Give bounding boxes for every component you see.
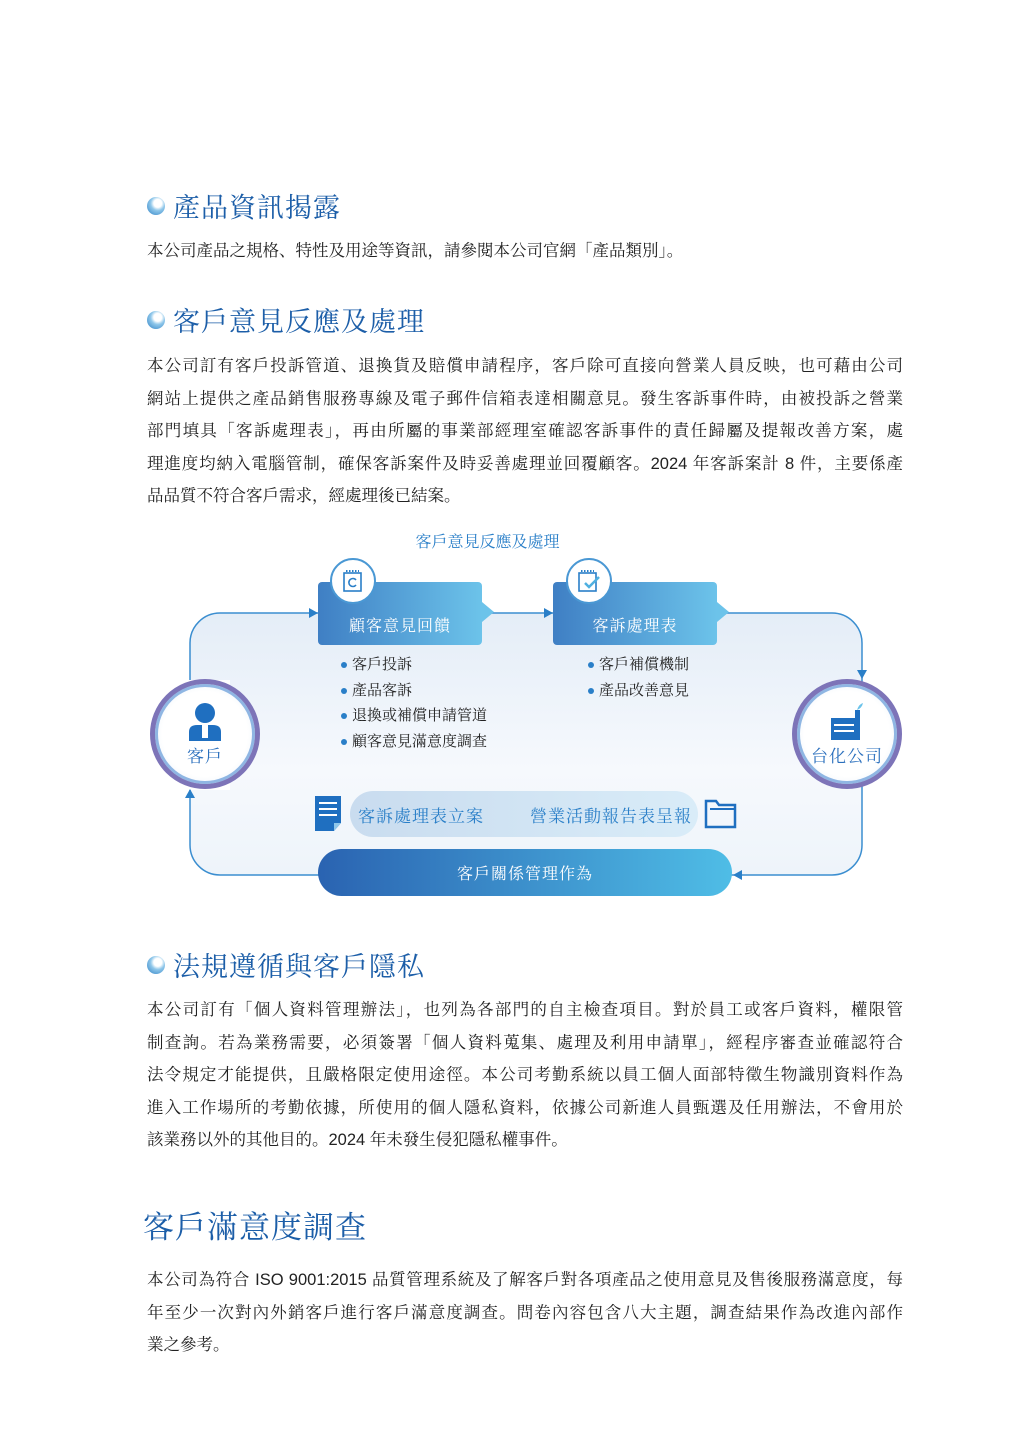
folder-icon (704, 797, 738, 834)
paragraph-line: 制查詢。若為業務需要，必須簽署「個人資料蒐集、處理及利用申請單」，經程序審查並確認符合 (147, 1033, 903, 1052)
paragraph-line: 本公司為符合 ISO 9001:2015 品質管理系統及了解客戶對各項產品之使用意見及售後服務滿意度，每 (147, 1271, 903, 1289)
list-item: 產品客訴 (341, 678, 487, 704)
list-item: 產品改善意見 (588, 678, 689, 704)
calendar-check-icon (566, 558, 612, 604)
crm-actions-bar (318, 849, 732, 896)
paragraph-line: 網站上提供之產品銷售服務專線及電子郵件信箱表達相關意見。發生客訴事件時，由被投訴之營業 (147, 389, 903, 408)
heading-bullet-icon (147, 956, 165, 974)
step-label: 顧客意見回饋 (348, 618, 451, 635)
list-item: 顧客意見滿意度調查 (341, 729, 487, 755)
customer-node (150, 679, 260, 789)
section-heading-privacy (147, 945, 425, 984)
paragraph-satisfaction (147, 1264, 903, 1362)
calendar-refresh-icon (330, 558, 376, 604)
diagram-title: 客戶意見反應及處理 (415, 534, 560, 551)
heading-text: 法規遵循與客戶隱私 (173, 952, 425, 982)
list-item: 客戶補償機制 (588, 652, 689, 678)
paragraph-line: 品品質不符合客戶需求，經處理後已結案。 (147, 487, 461, 506)
list-item: 退換或補償申請管道 (341, 703, 487, 729)
bottom-label: 客戶關係管理作為 (456, 866, 593, 883)
paragraph-line: 該業務以外的其他目的。2024 年未發生侵犯隱私權事件。 (147, 1131, 568, 1150)
paragraph-line: 業之參考。 (147, 1336, 230, 1355)
company-node (792, 679, 902, 789)
heading-text: 客戶意見反應及處理 (173, 307, 425, 337)
document-icon (314, 795, 344, 838)
heading-text: 產品資訊揭露 (173, 193, 341, 223)
person-icon (187, 702, 223, 742)
step-label: 客訴處理表 (592, 618, 678, 635)
paragraph-privacy (147, 994, 903, 1157)
paragraph-line: 部門填具「客訴處理表」，再由所屬的事業部經理室確認客訴事件的責任歸屬及提報改善方案，處 (147, 422, 903, 441)
node-label: 台化公司 (811, 746, 883, 766)
node-label: 客戶 (187, 746, 223, 766)
paragraph-line: 本公司產品之規格、特性及用途等資訊，請參閱本公司官網「產品類別」。 (147, 242, 684, 260)
paragraph-line: 年至少一次對內外銷客戶進行客戶滿意度調查。問卷內容包含八大主題，調查結果作為改進內部作 (147, 1303, 903, 1322)
paragraph-line: 理進度均納入電腦管制，確保客訴案件及時妥善處理並回覆顧客。2024 年客訴案計 8 件，主要係產 (147, 454, 903, 473)
list-item: 客戶投訴 (341, 652, 487, 678)
section-heading-satisfaction: 客戶滿意度調查 (143, 1210, 367, 1245)
paragraph-line: 法令規定才能提供，且嚴格限定使用途徑。本公司考勤系統以員工個人面部特徵生物識別資料作為 (147, 1066, 903, 1085)
pill-right-label: 營業活動報告表呈報 (530, 806, 692, 826)
paragraph-line: 本公司訂有「個人資料管理辦法」，也列為各部門的自主檢查項目。對於員工或客戶資料，權限管 (147, 1001, 903, 1019)
process-records-bar (350, 791, 698, 837)
step2-items (588, 652, 689, 703)
paragraph-line: 進入工作場所的考勤依據，所使用的個人隱私資料，依據公司新進人員甄選及任用辦法，不會用於 (147, 1098, 903, 1117)
pill-left-label: 客訴處理表立案 (358, 806, 484, 826)
step1-items (341, 652, 487, 754)
paragraph-line: 本公司訂有客戶投訴管道、退換貨及賠償申請程序，客戶除可直接向營業人員反映，也可藉由公司 (147, 357, 903, 375)
factory-icon (829, 702, 865, 742)
